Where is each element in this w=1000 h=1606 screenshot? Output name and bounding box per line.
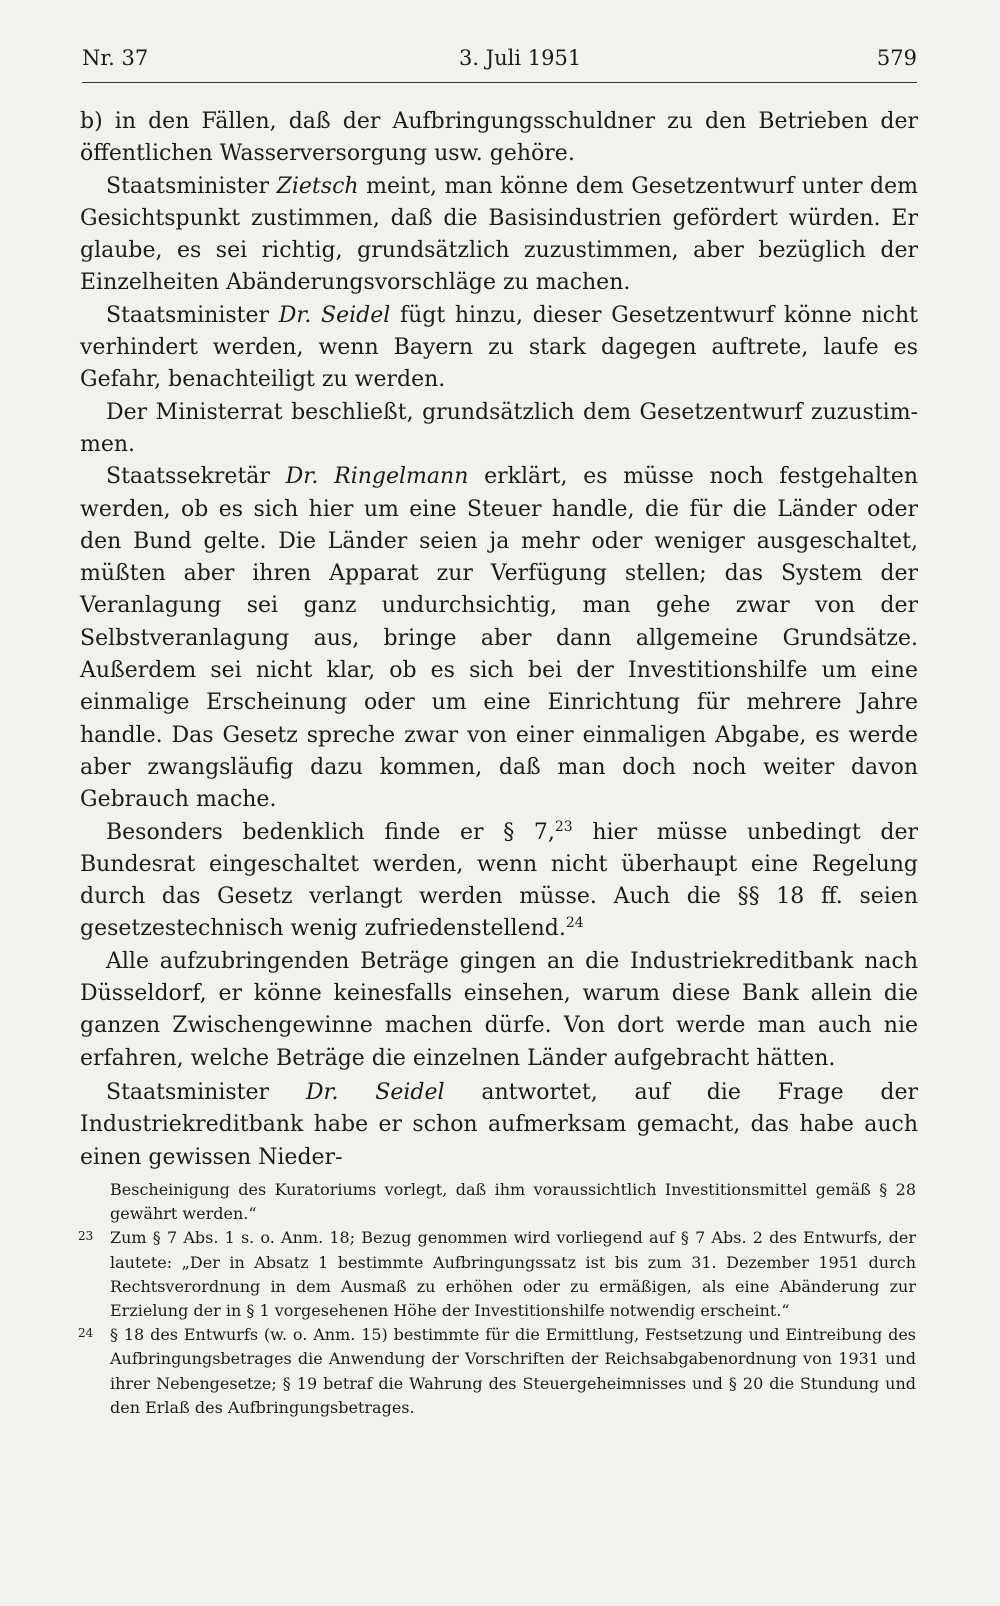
footnote-text: Zum § 7 Abs. 1 s. o. Anm. 18; Bezug genommen wird vorliegend auf § 7 Abs. 2 des Entwurfs, der lautete: „Der in Absatz 1 bestimmte Aufbringungssatz ist bis zum 31. Dezember 1951 durch Rechtsverordnung in dem Ausmaß zu erhöhen oder zu ermäßigen, als eine Abänderung zur Erzielung der in § 1 vorgesehenen Höhe der Investitionshilfe notwendig erscheint.“ [110,1228,916,1321]
speaker-name: Dr. Seidel [305,1079,445,1105]
footnote-ref-23[interactable]: 23 [554,818,573,835]
paragraph-6 [80,817,918,946]
paragraph-2 [80,171,918,300]
paragraph-7: Alle aufzubringenden Beträge gingen an die Industriekreditbank nach Düsseldorf, er könne keinesfalls einsehen, warum diese Bank allein die ganzen Zwischengewinne machen dürfe. Von dort werde man auch nie erfahren, welche Beträge die einzelnen Länder aufgebracht hätten. [80,948,918,1071]
paragraph-text: Staatsminister [106,1079,306,1105]
paragraph-text: erklärt, es müsse noch festgehalten werden, ob es sich hier um eine Steuer handle, die für die Länder oder den Bund gelte. Die Länder seien ja mehr oder weniger ausgeschaltet, müßten aber ihren Apparat zur Verfügung stellen; das System der Veranlagung sei ganz undurchsichtig, man gehe zwar von der Selbstveranlagung aus, bringe aber dann allgemeine Grundsätze. Außerdem sei nicht klar, ob es sich bei der Investitionshilfe um eine einmalige Erscheinung oder um eine Einrichtung für mehrere Jahre handle. Das Gesetz spreche zwar von einer einmaligen Abgabe, es werde aber zwangsläufig dazu kommen, daß man doch noch weiter davon Gebrauch mache. [80,464,919,813]
footnote-text: § 18 des Entwurfs (w. o. Anm. 15) bestimmte für die Ermittlung, Festsetzung und Eintreibung des Aufbringungsbetrages die Anwendung der Vorschriften der Reichsabgabenordnung von 1931 und ihrer Nebengesetze; § 19 betraf die Wahrung des Steuergeheimnisses und § 20 die Stundung und den Erlaß des Aufbringungsbetrages. [110,1325,916,1417]
footnote-text: Bescheinigung des Kuratoriums vorlegt, daß ihm voraussichtlich Investitionsmittel gemäß § 28 gewährt werden.“ [110,1180,916,1224]
paragraph-text: antwortet, auf die Frage der Industriekreditbank habe er schon aufmerksam gemacht, das habe auch einen gewissen Nieder- [80,1079,918,1170]
speaker-name: Zietsch [276,173,359,199]
paragraph-text: meint, man könne dem Gesetzentwurf unter dem Gesichtspunkt zustimmen, daß die Basisindustrien gefördert würden. Er glaube, es sei richtig, grundsätzlich zuzustimmen, aber bezüglich der Einzelheiten Abänderungsvorschläge zu machen. [80,173,918,296]
footnote-ref-24[interactable]: 24 [565,915,584,932]
footnote-continuation [78,1178,916,1226]
paragraph-text: hier müsse unbedingt der Bundesrat eingeschaltet werden, wenn nicht überhaupt eine Regelung durch das Gesetz verlangt werden müsse. Auch die §§ 18 ff. seien gesetzestechnisch wenig zufriedenstellend. [80,819,918,942]
main-text [80,106,918,1174]
footnote-24 [78,1323,916,1420]
speaker-name: Dr. Seidel [278,302,391,328]
issue-number: Nr. 37 [82,46,149,70]
running-header [82,40,917,83]
paragraph-4: Der Ministerrat beschließt, grundsätzlich dem Gesetzentwurf zuzustimmen. [80,399,918,457]
paragraph-text: Besonders bedenklich finde er § 7, [106,819,555,845]
paragraph-3 [80,300,918,397]
paragraph-text: Staatssekretär [106,464,286,490]
speaker-name: Dr. Ringelmann [285,464,469,490]
paragraph-8 [80,1077,918,1174]
footnote-23 [78,1226,916,1323]
paragraph-text: fügt hinzu, dieser Gesetzentwurf könne nicht verhindert werden, wenn Bayern zu stark dagegen auftrete, laufe es Gefahr, benachteiligt zu werden. [80,302,918,393]
paragraph-1: b) in den Fällen, daß der Aufbringungsschuldner zu den Betrieben der öffentlichen Wasserversorgung usw. gehöre. [80,109,918,167]
footnotes [78,1178,916,1420]
footnote-number: 24 [78,1326,94,1341]
footnote-number: 23 [78,1229,94,1244]
paragraph-text: Staatsminister [106,173,277,199]
paragraph-text: Staatsminister [106,302,279,328]
page-number: 579 [876,46,917,70]
paragraph-5 [80,461,918,816]
page-date: 3. Juli 1951 [459,46,582,70]
